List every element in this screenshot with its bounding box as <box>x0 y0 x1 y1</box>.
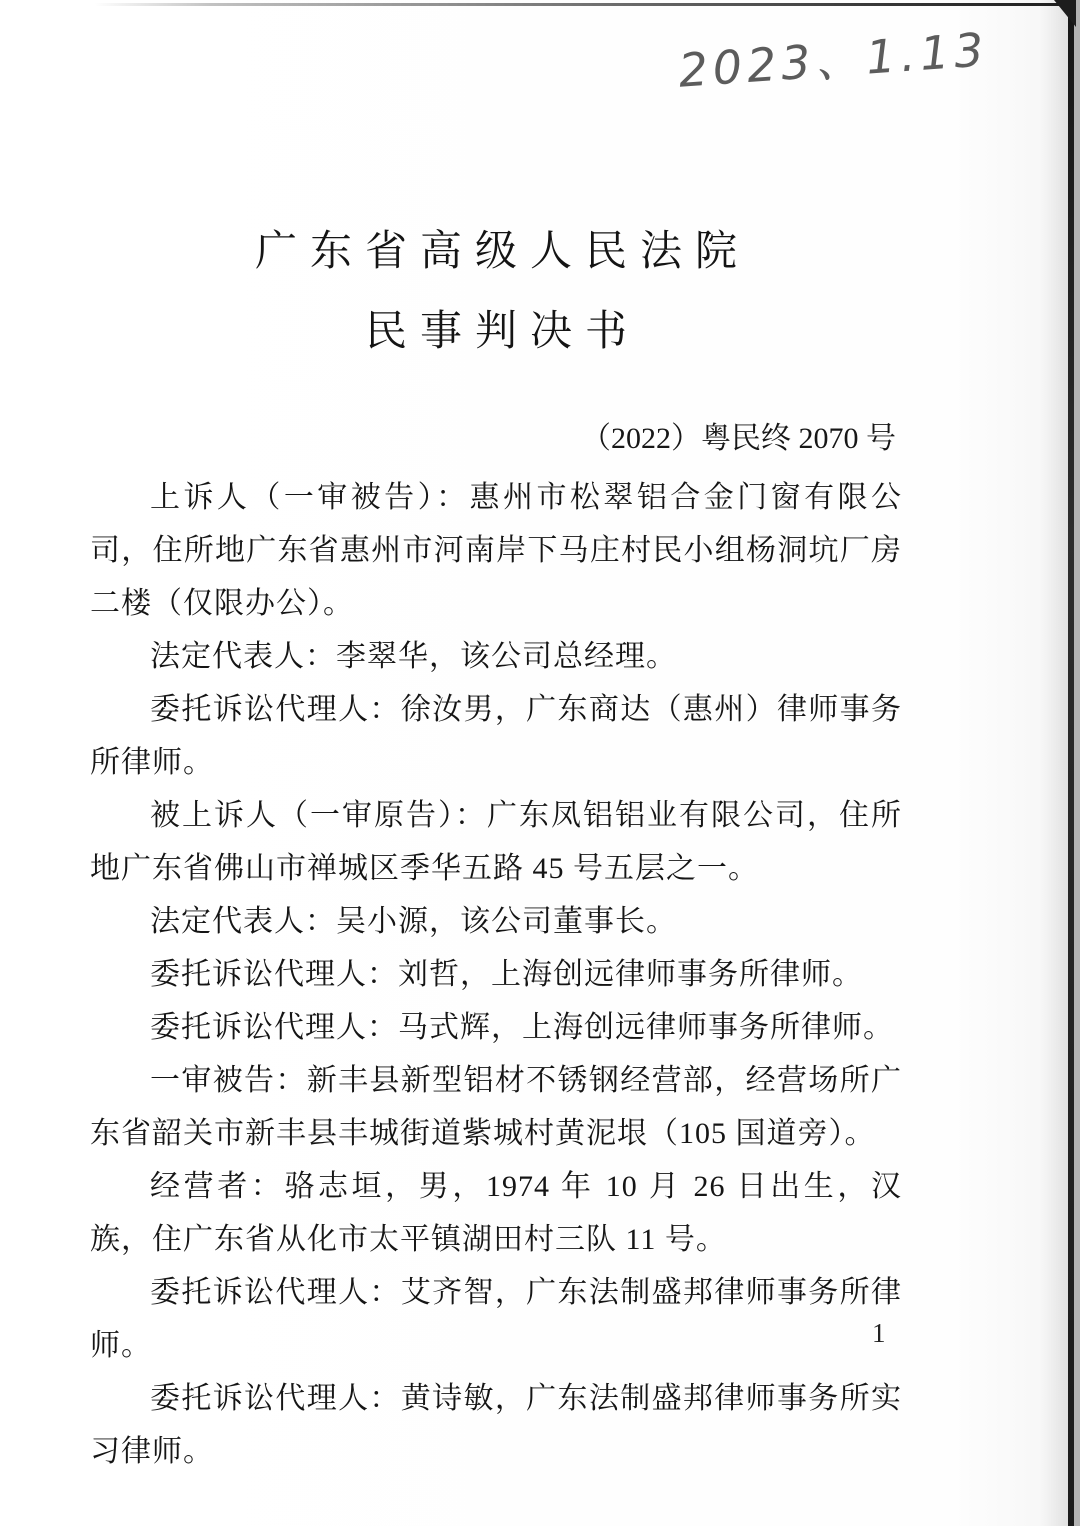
scan-margin-right <box>1074 0 1080 1526</box>
court-name-title: 广东省高级人民法院 <box>254 229 750 275</box>
body-paragraph: 法定代表人：吴小源，该公司董事长。 <box>150 905 677 938</box>
handwritten-date-note: 2023、1.13 <box>676 22 990 98</box>
judgment-body <box>90 471 902 1478</box>
body-paragraph: 上诉人（一审被告）：惠州市松翠铝合金门窗有限公司，住所地广东省惠州市河南岸下马庄村民小组杨洞坑厂房二楼（仅限办公）。 <box>90 481 902 620</box>
body-paragraph: 委托诉讼代理人：马式辉，上海创远律师事务所律师。 <box>150 1011 894 1044</box>
body-paragraph: 委托诉讼代理人：徐汝男，广东商达（惠州）律师事务所律师。 <box>90 693 902 779</box>
document-type-title: 民事判决书 <box>364 309 640 355</box>
scan-shadow-right <box>1040 0 1068 1526</box>
document-content <box>90 0 902 1478</box>
body-paragraph: 一审被告：新丰县新型铝材不锈钢经营部，经营场所广东省韶关市新丰县丰城街道紫城村黄泥垠（105 国道旁）。 <box>90 1064 902 1150</box>
body-paragraph: 委托诉讼代理人：黄诗敏，广东法制盛邦律师事务所实习律师。 <box>90 1382 902 1468</box>
body-paragraph: 经营者：骆志垣，男，1974 年 10 月 26 日出生，汉族，住广东省从化市太平镇湖田村三队 11 号。 <box>90 1170 902 1256</box>
body-paragraph: 被上诉人（一审原告）：广东凤铝铝业有限公司，住所地广东省佛山市禅城区季华五路 45 号五层之一。 <box>90 799 902 885</box>
case-number: （2022）粤民终 2070 号 <box>581 422 896 455</box>
body-paragraph: 委托诉讼代理人：艾齐智，广东法制盛邦律师事务所律师。 <box>90 1276 902 1362</box>
page-number: 1 <box>872 1318 886 1348</box>
page-corner-fold <box>1054 0 1076 27</box>
body-paragraph: 委托诉讼代理人：刘哲，上海创远律师事务所律师。 <box>150 958 863 991</box>
body-paragraph: 法定代表人：李翠华，该公司总经理。 <box>150 640 677 673</box>
